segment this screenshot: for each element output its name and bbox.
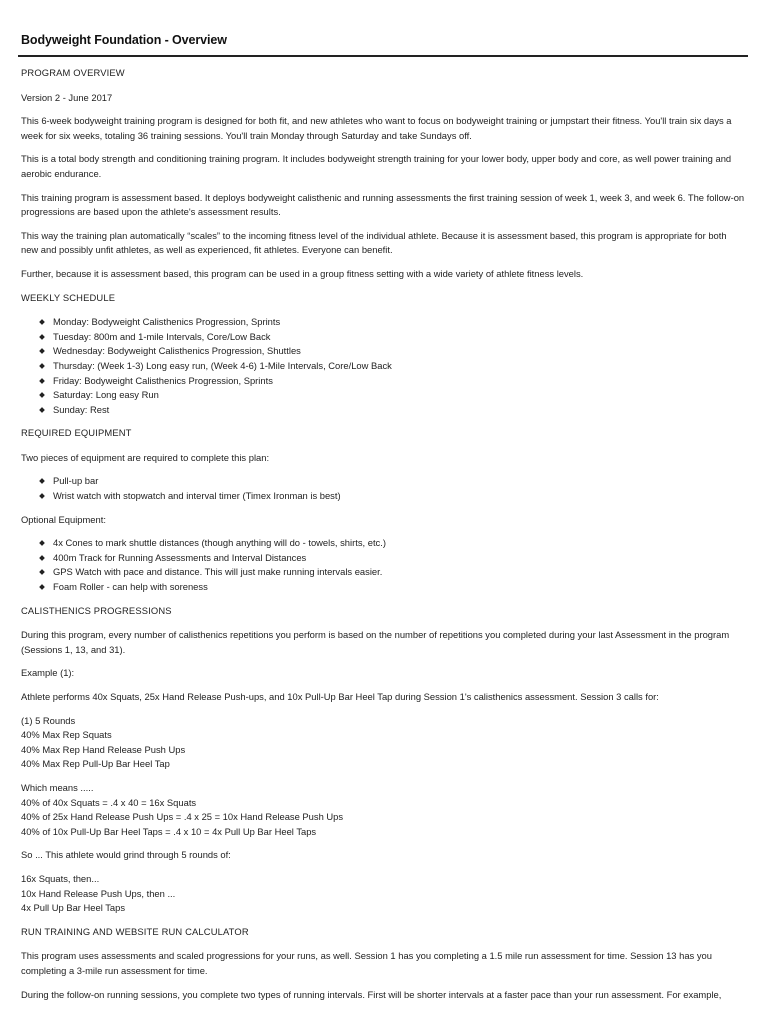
schedule-item: Tuesday: 800m and 1-mile Intervals, Core/Low Back — [53, 330, 746, 345]
so-line: So ... This athlete would grind through 5 rounds of: — [21, 849, 231, 861]
session-line: (1) 5 Rounds — [21, 714, 76, 726]
overview-paragraph-3: This training program is assessment based. It deploys bodyweight calisthenic and running assessments the first training session of week 1, week 3, and week 6. The follow-on progressions are based upon the athlete's assessment results. — [21, 191, 745, 218]
optional-equipment-list — [21, 536, 746, 594]
overview-paragraph-4: This way the training plan automatically “scales” to the incoming fitness level of the individual athlete. Because it is assessment based, this program is appropriate for both new and possibly unfit athletes, as well as experienced, fit athletes. Everyone can benefit. — [21, 229, 727, 256]
session-line: 40% Max Rep Squats — [21, 729, 112, 741]
equipment-item: GPS Watch with pace and distance. This will just make running intervals easier. — [53, 565, 746, 580]
session-line: 40% Max Rep Pull-Up Bar Heel Tap — [21, 758, 170, 770]
equipment-intro: Two pieces of equipment are required to complete this plan: — [21, 451, 270, 463]
means-line: Which means ..... — [21, 781, 94, 793]
overview-paragraph-2: This is a total body strength and conditioning training program. It includes bodyweight strength training for your lower body, upper body and core, as well power training and aerobic endurance. — [21, 153, 732, 179]
rounds-line: 10x Hand Release Push Ups, then ... — [21, 887, 176, 899]
means-line: 40% of 10x Pull-Up Bar Heel Taps = .4 x 10 = 4x Pull Up Bar Heel Taps — [21, 825, 317, 837]
schedule-item: Thursday: (Week 1-3) Long easy run, (Week 4-6) 1-Mile Intervals, Core/Low Back — [53, 359, 746, 374]
optional-equipment-label: Optional Equipment: — [21, 513, 106, 525]
calisthenics-paragraph-2: Athlete performs 40x Squats, 25x Hand Release Push-ups, and 10x Pull-Up Bar Heel Tap during Session 1's calisthenics assessment. Session 3 calls for: — [21, 691, 659, 702]
example-label: Example (1): — [21, 667, 75, 679]
calisthenics-paragraph-1: During this program, every number of calisthenics repetitions you perform is based on the number of repetitions you completed during your last Assessment in the program (Sessions 1, 13, and 31). — [21, 629, 730, 655]
equipment-item: Foam Roller - can help with soreness — [53, 580, 746, 595]
rounds-block — [21, 872, 746, 916]
section-heading-schedule: WEEKLY SCHEDULE — [21, 291, 116, 303]
means-line: 40% of 25x Hand Release Push Ups = .4 x 25 = 10x Hand Release Push Ups — [21, 811, 344, 823]
schedule-item: Friday: Bodyweight Calisthenics Progression, Sprints — [53, 374, 746, 389]
section-heading-equipment: REQUIRED EQUIPMENT — [21, 427, 132, 439]
version-line: Version 2 - June 2017 — [21, 91, 113, 103]
section-heading-overview: PROGRAM OVERVIEW — [21, 67, 125, 78]
schedule-item: Saturday: Long easy Run — [53, 388, 746, 403]
overview-paragraph-1: This 6-week bodyweight training program is designed for both fit, and new athletes who want to focus on bodyweight training or jumpstart their fitness. You'll train six days a week for six weeks, totaling 36 training sessions. You'll train Monday through Saturday and take Sundays off. — [21, 115, 732, 141]
section-heading-calisthenics: CALISTHENICS PROGRESSIONS — [21, 604, 172, 616]
means-block — [21, 781, 746, 839]
equipment-item: Pull-up bar — [53, 474, 746, 489]
section-heading-run: RUN TRAINING AND WEBSITE RUN CALCULATOR — [21, 925, 249, 937]
schedule-item: Monday: Bodyweight Calisthenics Progression, Sprints — [53, 315, 746, 330]
rounds-line: 4x Pull Up Bar Heel Taps — [21, 902, 126, 914]
session-line: 40% Max Rep Hand Release Push Ups — [21, 743, 186, 755]
equipment-item: 400m Track for Running Assessments and Interval Distances — [53, 551, 746, 566]
page-title: Bodyweight Foundation - Overview — [21, 33, 227, 47]
schedule-item: Wednesday: Bodyweight Calisthenics Progression, Shuttles — [53, 344, 746, 359]
run-paragraph-1: This program uses assessments and scaled progressions for your runs, as well. Session 1 has you completing a 1.5 mile run assessment for time. Session 13 has you completing a 3-mile run assessment for time. — [21, 950, 712, 976]
schedule-item: Sunday: Rest — [53, 403, 746, 418]
session-block — [21, 714, 746, 772]
required-equipment-list — [21, 474, 746, 503]
equipment-item: Wrist watch with stopwatch and interval timer (Timex Ironman is best) — [53, 489, 746, 504]
overview-paragraph-5: Further, because it is assessment based, this program can be used in a group fitness setting with a wide variety of athlete fitness levels. — [21, 267, 584, 279]
equipment-item: 4x Cones to mark shuttle distances (though anything will do - towels, shirts, etc.) — [53, 536, 746, 551]
run-paragraph-2: During the follow-on running sessions, you complete two types of running intervals. First will be shorter intervals at a faster pace than your run assessment. For example, — [21, 988, 722, 1000]
rounds-line: 16x Squats, then... — [21, 872, 100, 884]
document-body — [21, 66, 746, 1011]
means-line: 40% of 40x Squats = .4 x 40 = 16x Squats — [21, 796, 197, 808]
schedule-list — [21, 315, 746, 417]
title-divider — [18, 55, 748, 57]
